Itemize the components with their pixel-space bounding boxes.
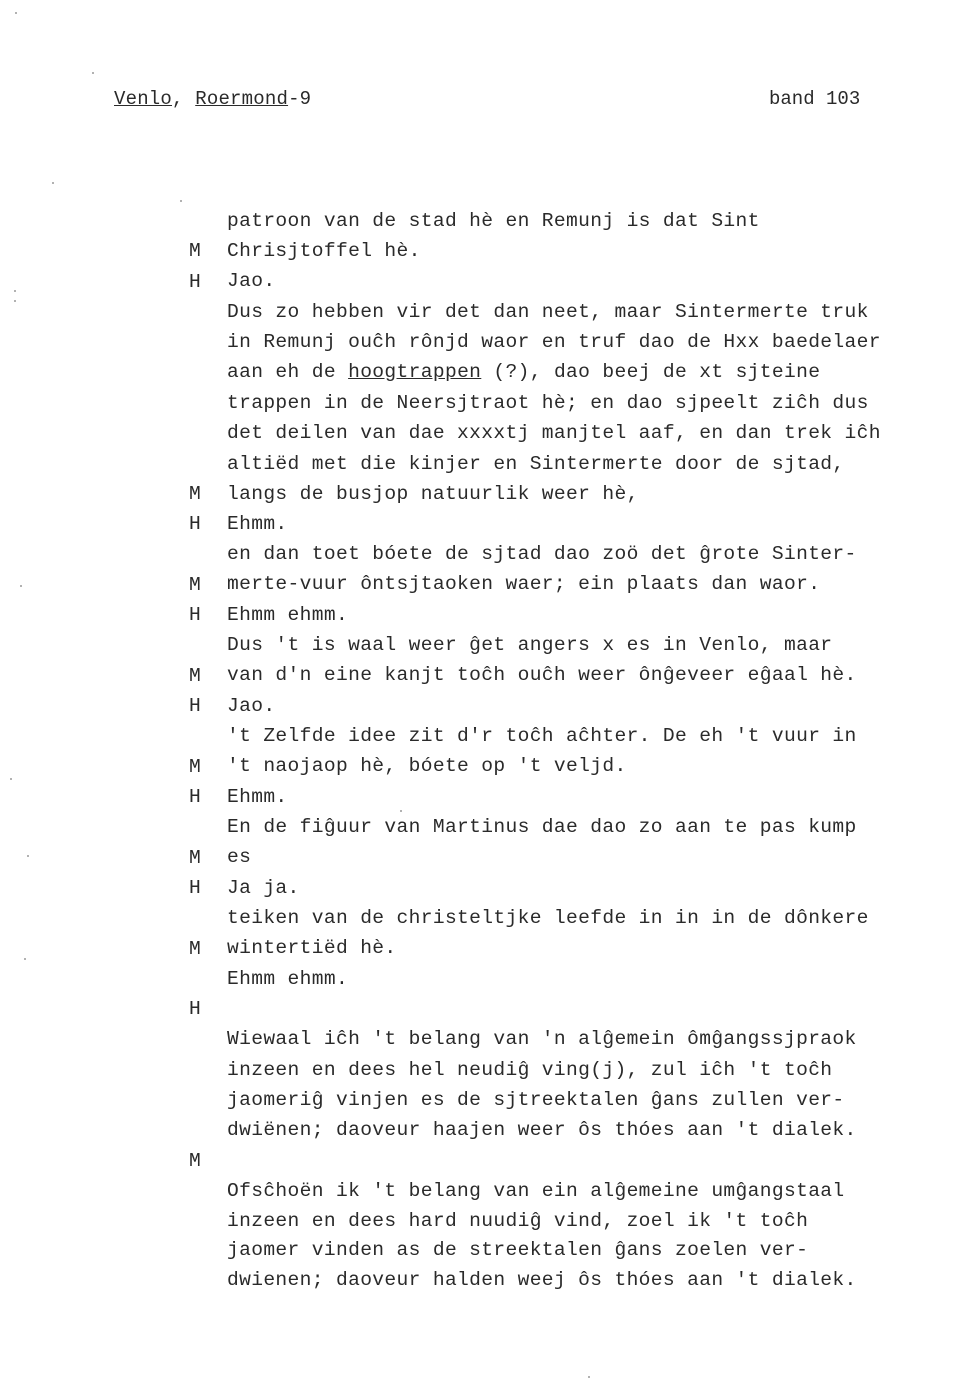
- underlined-word: hoogtrappen: [348, 361, 482, 383]
- transcript-line: [0, 782, 252, 868]
- scan-speck: [400, 810, 402, 812]
- speaker-label: H: [189, 786, 202, 808]
- line-text: Ja ja.: [227, 877, 300, 899]
- line-text: Dus 't is waal weer ĝet angers x es in Venlo, maar: [227, 634, 833, 656]
- speaker-label: M: [189, 938, 202, 960]
- header-location-venlo: Venlo: [114, 88, 173, 110]
- speaker-label: H: [189, 998, 202, 1020]
- scan-speck: [15, 12, 17, 14]
- speaker-label: H: [189, 271, 202, 293]
- line-text: trappen in de Neersjtraot hè; en dao sjpeelt ziĉh dus: [227, 392, 869, 414]
- scan-speck: [10, 778, 12, 780]
- scan-speck: [27, 855, 29, 857]
- speaker-label: H: [189, 513, 202, 535]
- scan-speck: [180, 200, 182, 202]
- line-text: dwiënen; daoveur haajen weer ôs thóes aan 't dialek.: [227, 1119, 857, 1141]
- line-text: merte-vuur ôntsjtaoken waer; ein plaats dan waor.: [227, 573, 821, 595]
- line-text: Dus zo hebben vir det dan neet, maar Sintermerte truk: [227, 301, 869, 323]
- line-text: Ofsĉhoën ik 't belang van ein alĝemeine umĝangstaal: [227, 1180, 845, 1202]
- line-text: altiëd met die kinjer en Sintermerte door de sjtad,: [227, 453, 845, 475]
- scan-speck: [14, 300, 16, 302]
- scan-speck: [24, 958, 26, 960]
- line-text: Ehmm ehmm.: [227, 604, 349, 626]
- speaker-label: H: [189, 695, 202, 717]
- line-text: jaomer vinden as de streektalen ĝans zoelen ver-: [227, 1239, 809, 1261]
- transcript-line: [0, 176, 421, 262]
- line-text: Chrisjtoffel hè.: [227, 240, 421, 262]
- line-text-part: (?), dao beej de xt sjteine: [481, 361, 821, 383]
- line-text: es: [227, 846, 252, 868]
- transcript-line: [0, 722, 288, 808]
- scan-speck: [14, 290, 16, 292]
- transcript-line: [0, 449, 288, 535]
- speaker-label: M: [189, 756, 202, 778]
- line-text: in Remunj ouĉh rônjd waor en truf dao de Hxx baedelaer: [227, 331, 881, 353]
- speaker-label: M: [189, 483, 202, 505]
- line-text: inzeen en dees hard nuudiĝ vind, zoel ik 't toĉh: [227, 1210, 809, 1232]
- transcript-line: [0, 540, 349, 626]
- line-text: dwienen; daoveur halden weej ôs thóes aan 't dialek.: [227, 1269, 857, 1291]
- header-location-roermond: Roermond: [195, 88, 289, 110]
- speaker-label: H: [189, 877, 202, 899]
- line-text: langs de busjop natuurlik weer hè,: [227, 483, 639, 505]
- transcript-line: [0, 206, 276, 292]
- header-page-number: -9: [288, 88, 312, 110]
- header-separator: ,: [172, 88, 196, 110]
- line-text: Ehmm.: [227, 513, 288, 535]
- line-text: wintertiëd hè.: [227, 937, 397, 959]
- transcript-line: [0, 631, 276, 717]
- line-text: patroon van de stad hè en Remunj is dat Sint: [227, 210, 760, 232]
- line-text: Ehmm.: [227, 786, 288, 808]
- speaker-label: M: [189, 240, 202, 262]
- line-text: det deilen van dae xxxxtj manjtel aaf, en dan trek iĉh: [227, 422, 881, 444]
- line-text: 't Zelfde idee zit d'r toĉh aĉhter. De eh 't vuur in: [227, 725, 857, 747]
- line-text: inzeen en dees hel neudiĝ ving(j), zul iĉh 't toĉh: [227, 1059, 833, 1081]
- line-text: [227, 357, 820, 387]
- header-location: [114, 88, 311, 110]
- speaker-label: M: [189, 574, 202, 596]
- line-text-part: aan eh de: [227, 361, 349, 383]
- line-text: Wiewaal iĉh 't belang van 'n alĝemein ômĝangssjpraok: [227, 1028, 857, 1050]
- line-text: teiken van de christeltjke leefde in in in de dônkere: [227, 907, 869, 929]
- scan-speck: [52, 182, 54, 184]
- scan-speck: [20, 585, 22, 587]
- header-band: band 103: [769, 88, 861, 110]
- speaker-label: M: [189, 665, 202, 687]
- speaker-label: H: [189, 604, 202, 626]
- scan-speck: [92, 72, 94, 74]
- line-text: en dan toet bóete de sjtad dao zoö det ĝrote Sinter-: [227, 543, 857, 565]
- line-text: Jao.: [227, 270, 276, 292]
- line-text: 't naojaop hè, bóete op 't veljd.: [227, 755, 627, 777]
- line-text: Ehmm ehmm.: [227, 968, 349, 990]
- speaker-label: M: [189, 847, 202, 869]
- scan-speck: [588, 1376, 590, 1378]
- transcript-line: [0, 146, 760, 232]
- line-text: Jao.: [227, 695, 276, 717]
- line-text: jaomeriĝ vinjen es de sjtreektalen ĝans zullen ver-: [227, 1089, 845, 1111]
- line-text: En de fiĝuur van Martinus dae dao zo aan te pas kump: [227, 816, 857, 838]
- speaker-label: M: [189, 1150, 202, 1172]
- line-text: van d'n eine kanjt toĉh ouĉh weer ônĝeveer eĝaal hè.: [227, 664, 857, 686]
